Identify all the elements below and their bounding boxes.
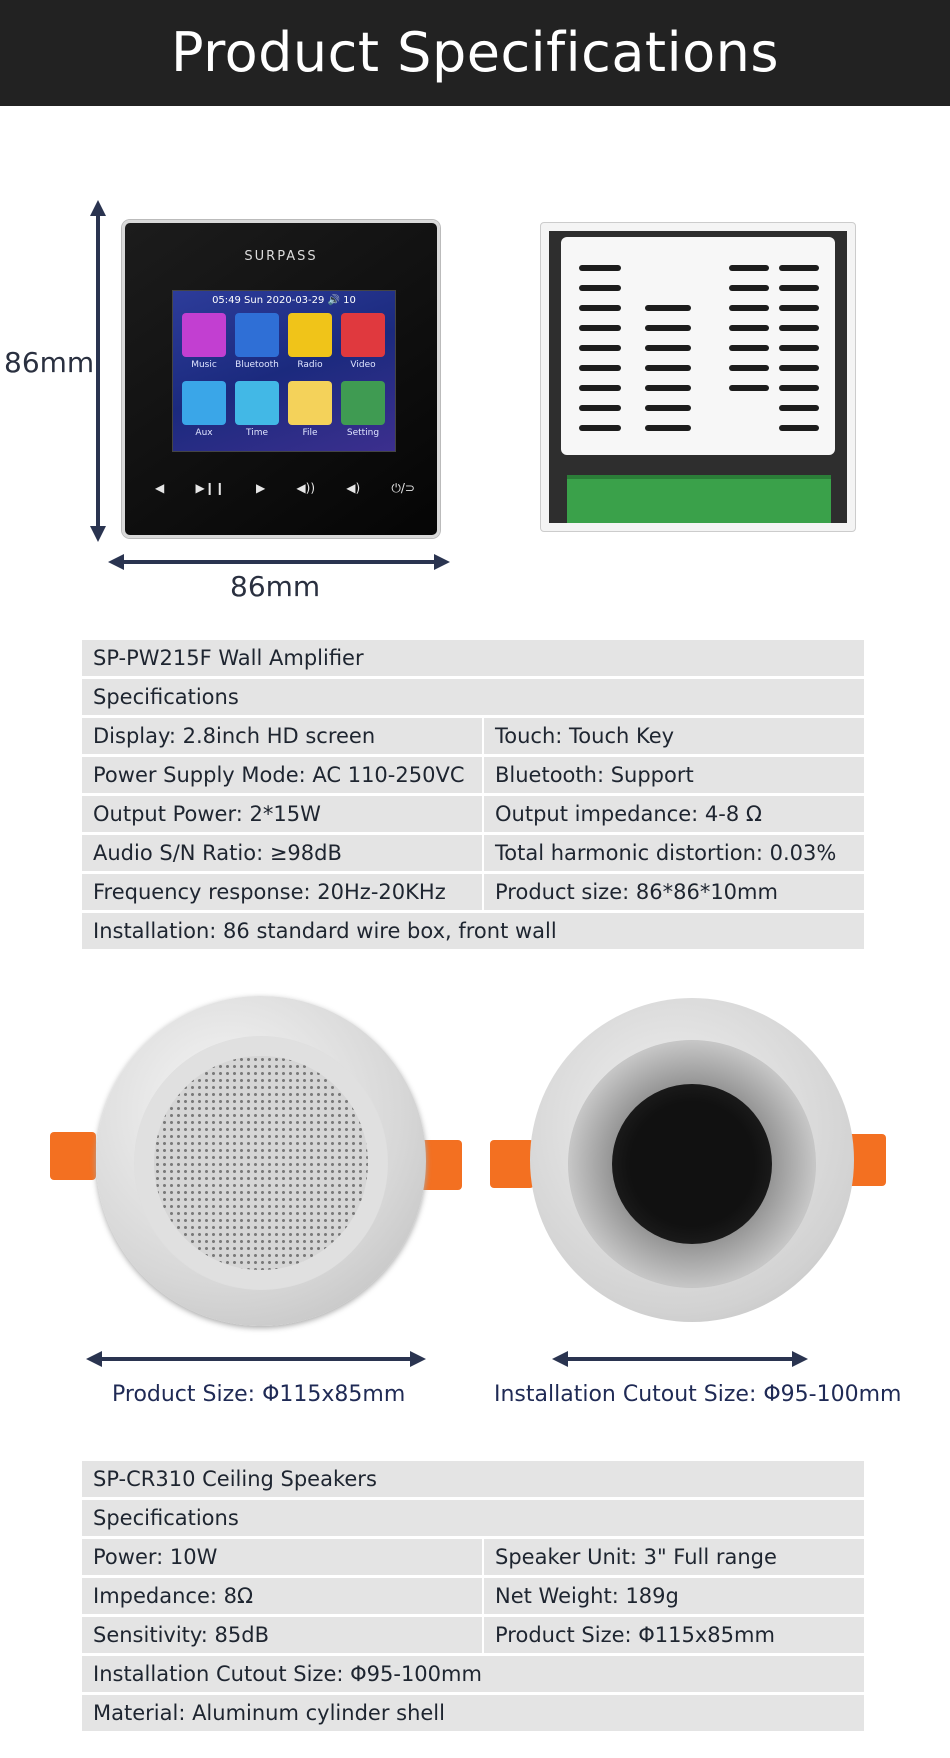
spec-cell-right: Bluetooth: Support	[482, 757, 864, 793]
table-footer-row	[82, 1656, 864, 1692]
app-label: Aux	[195, 428, 213, 438]
spec-cell-left: Power: 10W	[93, 1545, 218, 1569]
vent-slot	[579, 385, 621, 391]
vent-slot	[779, 345, 819, 351]
clock-icon	[235, 381, 279, 425]
vent-slot	[579, 265, 621, 271]
vent-slot	[729, 265, 769, 271]
touch-key: ◀	[155, 481, 165, 495]
spec-cell-left: Audio S/N Ratio: ≥98dB	[93, 841, 342, 865]
spec-cell-left: Sensitivity: 85dB	[93, 1623, 270, 1647]
product-size-caption: Product Size: Φ115x85mm	[112, 1382, 406, 1407]
app-label: Radio	[297, 360, 323, 370]
spring-clip-left	[50, 1132, 96, 1180]
table-title: SP-CR310 Ceiling Speakers	[93, 1467, 377, 1491]
touch-key: ⏻/⊃	[391, 481, 415, 495]
vent-slot	[779, 425, 819, 431]
product-size-arrow	[100, 1357, 410, 1361]
vent-slot	[645, 385, 691, 391]
video-icon	[341, 313, 385, 357]
table-row	[82, 835, 864, 871]
app-label: Bluetooth	[235, 360, 279, 370]
spec-cell-left: Power Supply Mode: AC 110-250VC	[93, 763, 465, 787]
vent-slot	[729, 365, 769, 371]
vent-slot	[579, 405, 621, 411]
table-footer: Material: Aluminum cylinder shell	[93, 1701, 445, 1725]
table-footer-row	[82, 1695, 864, 1731]
touch-key: ◀)	[346, 481, 361, 495]
vent-slot	[645, 305, 691, 311]
table-row	[82, 1578, 864, 1614]
vent-slot	[729, 285, 769, 291]
radio-icon	[288, 313, 332, 357]
vent-slot	[779, 325, 819, 331]
table-row	[82, 1617, 864, 1653]
spec-cell-right: Net Weight: 189g	[482, 1578, 864, 1614]
speaker-back-magnet	[612, 1084, 772, 1244]
app-label: File	[302, 428, 318, 438]
table-footer: Installation Cutout Size: Φ95-100mm	[93, 1662, 482, 1686]
vent-slot	[579, 345, 621, 351]
brand-logo: SURPASS	[244, 249, 318, 264]
vent-slot	[579, 305, 621, 311]
spec-cell-left: Output Power: 2*15W	[93, 802, 321, 826]
vent-slot	[579, 285, 621, 291]
vent-slot	[729, 385, 769, 391]
vent-slot	[579, 365, 621, 371]
app-label: Music	[191, 360, 217, 370]
vent-slot	[779, 405, 819, 411]
arrow-head-right	[792, 1351, 808, 1367]
table-title-row	[82, 1461, 864, 1497]
terminal-block	[567, 475, 831, 523]
spec-cell-right: Speaker Unit: 3" Full range	[482, 1539, 864, 1575]
table-row	[82, 1539, 864, 1575]
gear-icon	[341, 381, 385, 425]
vent-slot	[729, 345, 769, 351]
page-title: Product Specifications	[170, 21, 780, 84]
spec-cell-right: Touch: Touch Key	[482, 718, 864, 754]
app-label: Video	[350, 360, 376, 370]
width-label: 86mm	[230, 570, 321, 603]
spring-clip-back-left	[490, 1140, 534, 1188]
spec-cell-right: Output impedance: 4-8 Ω	[482, 796, 864, 832]
arrow-head-right	[410, 1351, 426, 1367]
vent-slot	[729, 305, 769, 311]
app-label: Setting	[346, 428, 380, 438]
table-row	[82, 874, 864, 910]
file-icon	[288, 381, 332, 425]
vent-slot	[645, 325, 691, 331]
spec-cell-left: Impedance: 8Ω	[93, 1584, 254, 1608]
header-banner	[0, 0, 950, 106]
table-subtitle: Specifications	[93, 1506, 239, 1530]
status-bar: 05:49 Sun 2020-03-29 🔊 10	[212, 295, 356, 306]
vent-slot	[779, 265, 819, 271]
table-footer-row	[82, 913, 864, 949]
arrow-head-left	[552, 1351, 568, 1367]
table-row	[82, 796, 864, 832]
vent-slot	[779, 385, 819, 391]
touch-key: ◀))	[296, 481, 316, 495]
table-row	[82, 718, 864, 754]
arrow-head-left	[86, 1351, 102, 1367]
table-subtitle-row	[82, 679, 864, 715]
spec-cell-left: Display: 2.8inch HD screen	[93, 724, 376, 748]
spec-cell-right: Product size: 86*86*10mm	[482, 874, 864, 910]
spec-cell-right: Total harmonic distortion: 0.03%	[482, 835, 864, 871]
aux-icon	[182, 381, 226, 425]
touch-key: ▶	[255, 481, 266, 495]
table-footer: Installation: 86 standard wire box, front wall	[93, 919, 557, 943]
music-icon	[182, 313, 226, 357]
vent-slot	[645, 425, 691, 431]
bluetooth-icon	[235, 313, 279, 357]
amplifier-front-panel	[122, 220, 440, 538]
vent-slot	[779, 365, 819, 371]
vent-slot	[579, 425, 621, 431]
width-dimension-arrow	[108, 552, 450, 572]
speaker-grille	[154, 1056, 368, 1270]
touch-key: ▶❙❙	[195, 481, 225, 495]
table-title: SP-PW215F Wall Amplifier	[93, 646, 364, 670]
vent-slot	[579, 325, 621, 331]
vent-slot	[645, 345, 691, 351]
height-label: 86mm	[4, 346, 95, 379]
spec-cell-right: Product Size: Φ115x85mm	[482, 1617, 864, 1653]
vent-slot	[729, 325, 769, 331]
back-plate	[561, 237, 835, 455]
touch-screen	[172, 290, 396, 452]
table-subtitle: Specifications	[93, 685, 239, 709]
cutout-size-arrow	[566, 1357, 792, 1361]
cutout-size-caption: Installation Cutout Size: Φ95-100mm	[494, 1382, 902, 1407]
touch-keys	[155, 481, 415, 496]
vent-slot	[645, 365, 691, 371]
amplifier-back-panel	[540, 222, 856, 532]
vent-slot	[779, 305, 819, 311]
vent-slot	[645, 405, 691, 411]
table-title-row	[82, 640, 864, 676]
vent-slot	[779, 285, 819, 291]
table-subtitle-row	[82, 1500, 864, 1536]
table-row	[82, 757, 864, 793]
app-label: Time	[245, 428, 269, 438]
spec-cell-left: Frequency response: 20Hz-20KHz	[93, 880, 446, 904]
